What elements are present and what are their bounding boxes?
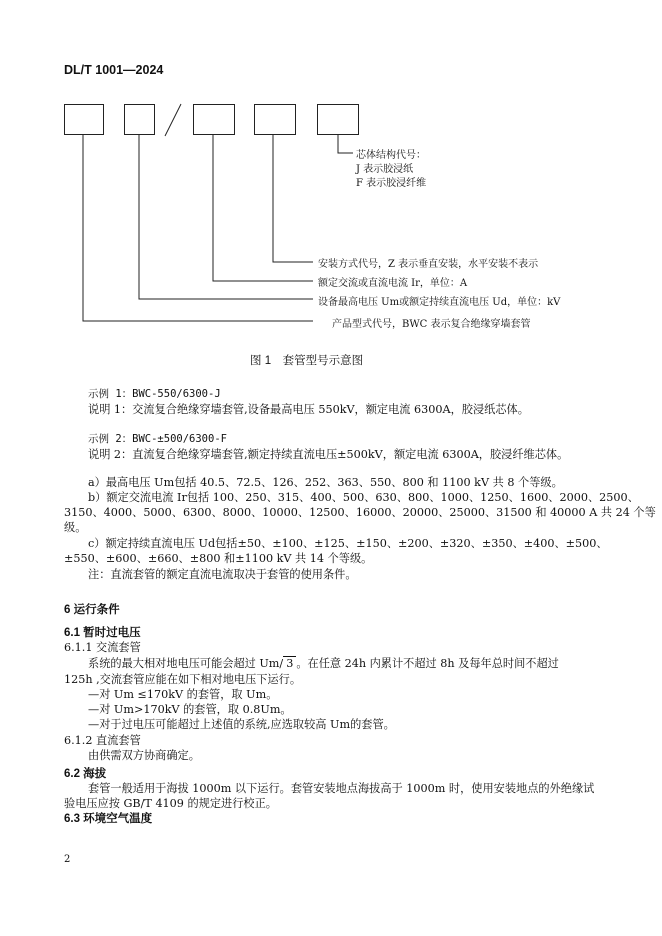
overvoltage-paragraph-line1 xyxy=(88,655,559,671)
list-item-b-line3: 级。 xyxy=(64,521,87,534)
dash-item-2: —对 Um>170kV 的套管，取 0.8Um。 xyxy=(88,703,292,716)
model-label: 产品型式代号，BWC 表示复合绝缘穿墙套管 xyxy=(332,319,531,330)
separator-slash xyxy=(165,104,181,136)
dc-bushing-paragraph: 由供需双方协商确定。 xyxy=(88,749,200,762)
core-leader-line xyxy=(338,134,353,153)
voltage-leader-line xyxy=(139,134,313,299)
levels-note: 注：直流套管的额定直流电流取决于套管的使用条件。 xyxy=(88,568,357,581)
altitude-paragraph-line1: 套管一般适用于海拔 1000m 以下运行。套管安装地点海拔高于 1000m 时，使用安装地点的外绝缘试 xyxy=(88,782,595,795)
example-1-label: 示例 1：BWC-550/6300-J xyxy=(88,388,221,400)
core-f-label: F 表示胶浸纤维 xyxy=(356,178,427,189)
section-6-heading: 6 运行条件 xyxy=(64,604,120,616)
dash-item-3: —对于过电压可能超过上述值的系统,应选取较高 Um的套管。 xyxy=(88,718,395,731)
list-item-c-line2: ±550、±600、±660、±800 和±1100 kV 共 14 个等级。 xyxy=(64,552,373,565)
section-6-1-1-heading: 6.1.1 交流套管 xyxy=(64,641,141,654)
list-item-b-line1: b）额定交流电流 Ir包括 100、250、315、400、500、630、800、1000、1250、1600、2000、2500、 xyxy=(88,491,639,504)
altitude-paragraph-line2: 验电压应按 GB/T 4109 的规定进行校正。 xyxy=(64,797,277,810)
list-item-c-line1: c）额定持续直流电压 Ud包括±50、±100、±125、±150、±200、±320、±350、±400、±500、 xyxy=(88,537,608,550)
section-6-3-heading: 6.3 环境空气温度 xyxy=(64,813,153,825)
example-1-desc: 说明 1：交流复合绝缘穿墙套管,设备最高电压 550kV，额定电流 6300A，胶浸纸芯体。 xyxy=(88,403,529,416)
standard-code: DL/T 1001—2024 xyxy=(64,63,164,77)
voltage-label: 设备最高电压 Um或额定持续直流电压 Ud，单位：kV xyxy=(318,297,561,308)
section-6-1-2-heading: 6.1.2 直流套管 xyxy=(64,734,141,747)
section-6-2-heading: 6.2 海拔 xyxy=(64,768,107,780)
current-label: 额定交流或直流电流 Ir，单位：A xyxy=(318,278,468,289)
section-6-1-heading: 6.1 暂时过电压 xyxy=(64,627,141,639)
example-2-desc: 说明 2：直流复合绝缘穿墙套管,额定持续直流电压±500kV，额定电流 6300A，胶浸纤维芯体。 xyxy=(88,448,569,461)
core-j-label: J 表示胶浸纸 xyxy=(356,164,414,175)
example-2-label: 示例 2：BWC-±500/6300-F xyxy=(88,433,227,445)
current-leader-line xyxy=(213,134,313,281)
list-item-b-line2: 3150、4000、5000、6300、8000、10000、12500、16000、20000、25000、31500 和 40000 A 共 24 个等 xyxy=(64,506,656,519)
model-leader-line xyxy=(83,134,313,321)
overvoltage-text-b: 。在任意 24h 内累计不超过 8h 及每年总时间不超过 xyxy=(296,657,559,670)
install-label: 安装方式代号，Z 表示垂直安装，水平安装不表示 xyxy=(318,259,539,270)
dash-item-1: —对 Um ≤170kV 的套管，取 Um。 xyxy=(88,688,278,701)
sqrt-value: 3 xyxy=(286,657,294,670)
list-item-a: a）最高电压 Um包括 40.5、72.5、126、252、363、550、800 和 1100 kV 共 8 个等级。 xyxy=(88,476,563,489)
sqrt-symbol xyxy=(283,656,296,670)
figure-caption: 图 1 套管型号示意图 xyxy=(250,355,364,367)
overvoltage-paragraph-line2: 125h ,交流套管应能在如下相对地电压下运行。 xyxy=(64,673,302,686)
core-structure-title: 芯体结构代号： xyxy=(356,150,426,161)
page-number: 2 xyxy=(64,854,71,865)
install-leader-line xyxy=(273,134,313,262)
overvoltage-text-a: 系统的最大相对地电压可能会超过 Um/ xyxy=(88,657,284,670)
